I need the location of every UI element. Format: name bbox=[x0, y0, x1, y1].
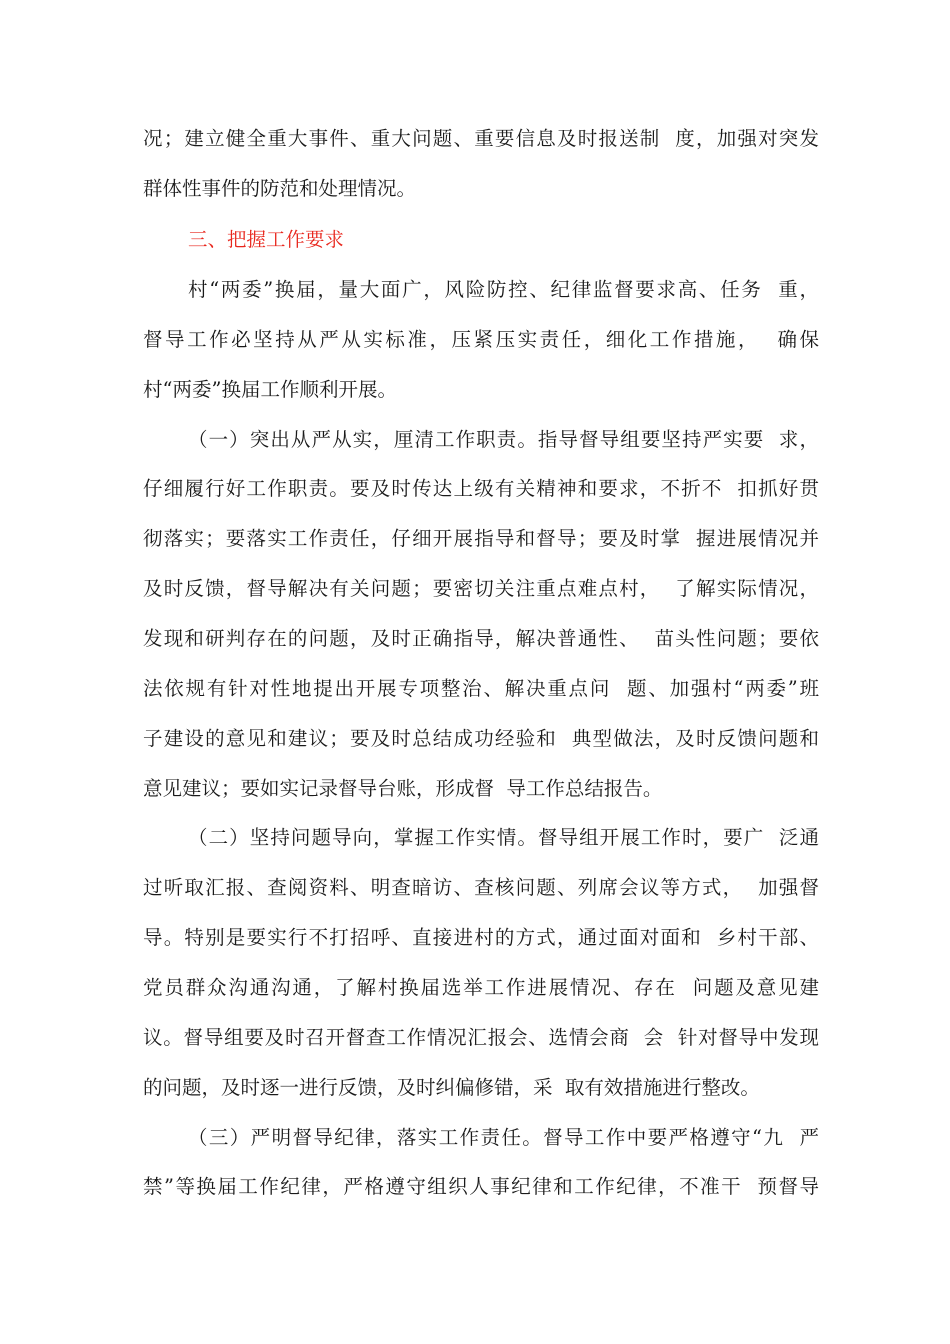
text-line: 过听取汇报、查阅资料、明查暗访、查核问题、列席会议等方式， 加强督 bbox=[143, 876, 819, 899]
text-line: 仔细履行好工作职责。要及时传达上级有关精神和要求，不折不 扣抓好贯 bbox=[143, 477, 819, 500]
text-line: 法依规有针对性地提出开展专项整治、解决重点问 题、加强村“两委”班 bbox=[143, 677, 819, 700]
text-line: 况；建立健全重大事件、重大问题、重要信息及时报送制 度，加强对突发 bbox=[143, 127, 819, 150]
text-line: （三）严明督导纪律，落实工作责任。督导工作中要严格遵守“九 严 bbox=[188, 1126, 819, 1149]
text-line: 群体性事件的防范和处理情况。 bbox=[143, 177, 417, 200]
text-line: 意见建议；要如实记录督导台账，形成督 导工作总结报告。 bbox=[143, 777, 663, 800]
text-line: （二）坚持问题导向，掌握工作实情。督导组开展工作时，要广 泛通 bbox=[188, 826, 819, 849]
section-heading: 三、把握工作要求 bbox=[188, 228, 345, 251]
text-line: 的问题，及时逐一进行反馈，及时纠偏修错，采 取有效措施进行整改。 bbox=[143, 1076, 760, 1099]
text-line: 村“两委”换届，量大面广，风险防控、纪律监督要求高、任务 重， bbox=[188, 278, 819, 301]
text-line: 彻落实；要落实工作责任，仔细开展指导和督导；要及时掌 握进展情况并 bbox=[143, 527, 819, 550]
text-line: 党员群众沟通沟通，了解村换届选举工作进展情况、存在 问题及意见建 bbox=[143, 976, 819, 999]
text-line: 禁”等换届工作纪律，严格遵守组织人事纪律和工作纪律，不准干 预督导 bbox=[143, 1175, 819, 1198]
text-line: 发现和研判存在的问题，及时正确指导，解决普通性、 苗头性问题；要依 bbox=[143, 627, 819, 650]
text-line: （一）突出从严从实，厘清工作职责。指导督导组要坚持严实要 求， bbox=[188, 428, 819, 451]
text-line: 议。督导组要及时召开督查工作情况汇报会、选情会商 会 针对督导中发现 bbox=[143, 1026, 819, 1049]
text-line: 导。特别是要实行不打招呼、直接进村的方式，通过面对面和 乡村干部、 bbox=[143, 926, 819, 949]
text-line: 及时反馈，督导解决有关问题；要密切关注重点难点村， 了解实际情况， bbox=[143, 577, 819, 600]
text-line: 子建设的意见和建议；要及时总结成功经验和 典型做法，及时反馈问题和 bbox=[143, 727, 819, 750]
text-line: 督导工作必坚持从严从实标准，压紧压实责任，细化工作措施， 确保 bbox=[143, 328, 819, 351]
text-line: 村“两委”换届工作顺利开展。 bbox=[143, 378, 397, 401]
